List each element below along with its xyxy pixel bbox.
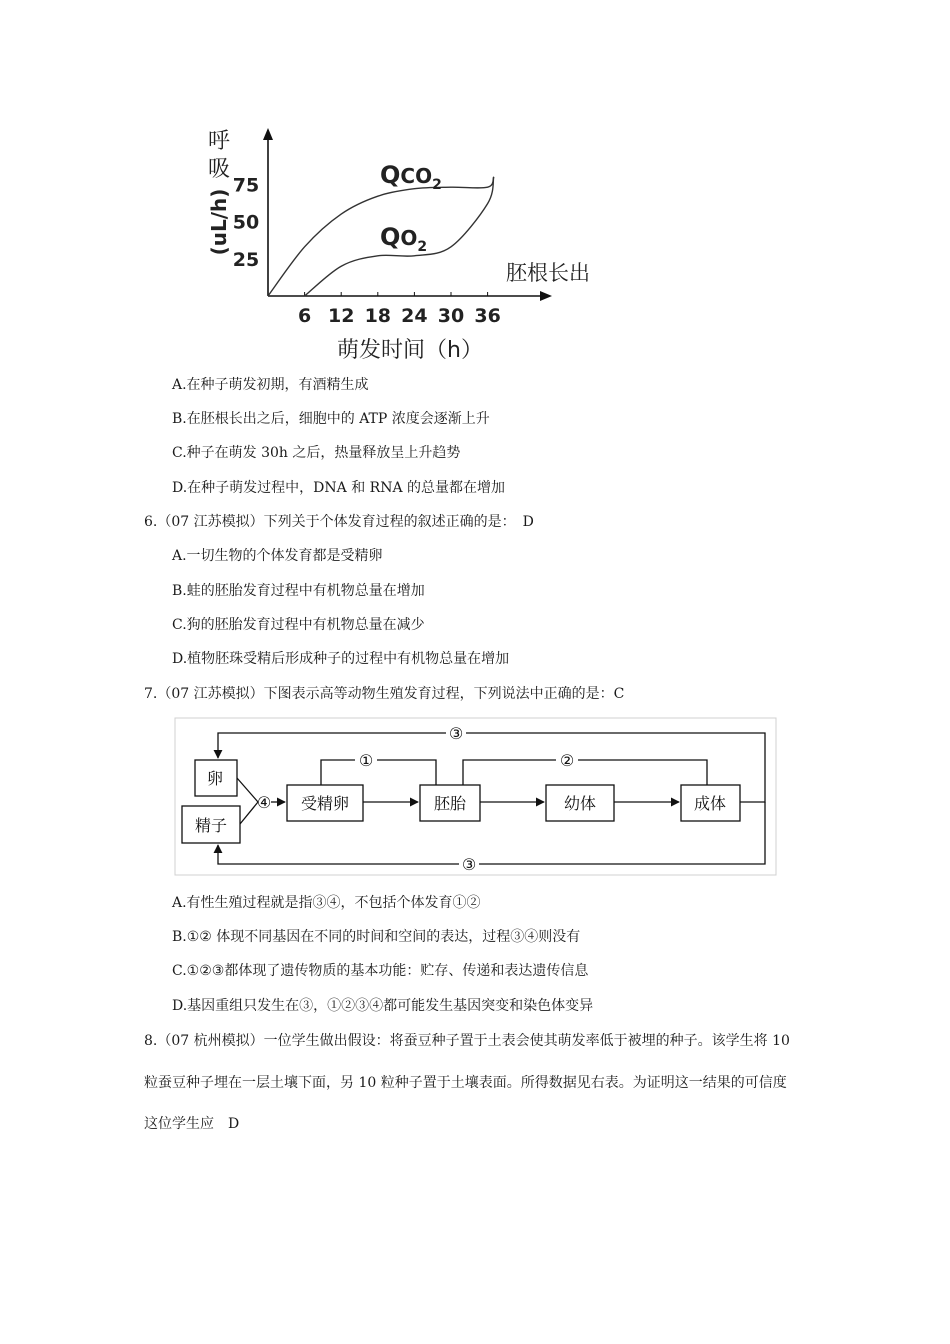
process-3-bottom-label: ③ bbox=[461, 855, 477, 874]
q5-option-d: D.在种子萌发过程中，DNA 和 RNA 的总量都在增加 bbox=[172, 480, 506, 496]
x-tick-label: 18 bbox=[364, 305, 392, 327]
q5-option-b: B.在胚根长出之后，细胞中的 ATP 浓度会逐渐上升 bbox=[172, 411, 490, 427]
x-tick-label: 12 bbox=[327, 305, 355, 327]
q7-option-b: B.①② 体现不同基因在不同的时间和空间的表达，过程③④则没有 bbox=[172, 929, 581, 945]
x-axis-label: 萌发时间（h） bbox=[337, 338, 483, 363]
series-label-qco2: $QCO_2$ bbox=[380, 161, 442, 193]
x-tick-label: 30 bbox=[437, 305, 465, 327]
y-axis-arrow bbox=[263, 128, 273, 140]
y-axis-unit: (uL/h) bbox=[207, 188, 231, 256]
q8-line-3: 这位学生应 D bbox=[144, 1116, 240, 1132]
x-tick-label: 36 bbox=[474, 305, 501, 327]
q7-stem: 7.（07 江苏模拟）下图表示高等动物生殖发育过程，下列说法中正确的是：C bbox=[144, 686, 625, 702]
x-tick-label: 24 bbox=[401, 305, 428, 327]
reproduction-diagram bbox=[0, 712, 950, 882]
q8-line-1: 8.（07 杭州模拟）一位学生做出假设：将蚕豆种子置于土表会使其萌发率低于被埋的种子。该学生将 10 bbox=[144, 1033, 790, 1049]
q6-option-a: A.一切生物的个体发育都是受精卵 bbox=[172, 548, 383, 564]
y-tick-label: 75 bbox=[232, 174, 260, 197]
q8-line-2: 粒蚕豆种子埋在一层土壤下面，另 10 粒种子置于土壤表面。所得数据见右表。为证明这一结果的可信度 bbox=[144, 1075, 787, 1091]
q6-stem: 6.（07 江苏模拟）下列关于个体发育过程的叙述正确的是： D bbox=[144, 514, 534, 530]
process-4-label: ④ bbox=[256, 793, 272, 812]
process-2-label: ② bbox=[559, 751, 575, 770]
juvenile-label: 幼体 bbox=[563, 794, 597, 813]
q7-option-c: C.①②③都体现了遗传物质的基本功能：贮存、传递和表达遗传信息 bbox=[172, 963, 589, 979]
radicle-annotation: 胚根长出 bbox=[506, 261, 590, 285]
zygote-label: 受精卵 bbox=[300, 794, 350, 813]
y-axis-label-char: 呼 bbox=[207, 129, 231, 154]
embryo-label: 胚胎 bbox=[433, 794, 467, 813]
q6-option-b: B.蛙的胚胎发育过程中有机物总量在增加 bbox=[172, 583, 425, 599]
q6-option-c: C.狗的胚胎发育过程中有机物总量在减少 bbox=[172, 617, 425, 633]
sperm-label: 精子 bbox=[194, 816, 228, 835]
process-3-top-label: ③ bbox=[448, 724, 464, 743]
q5-option-a: A.在种子萌发初期，有酒精生成 bbox=[172, 377, 369, 393]
process-1-label: ① bbox=[358, 751, 374, 770]
series-label-qo2: $QO_2$ bbox=[380, 223, 428, 255]
adult-label: 成体 bbox=[693, 794, 727, 813]
y-tick-label: 50 bbox=[232, 211, 260, 234]
x-axis-arrow bbox=[540, 291, 552, 301]
q6-option-d: D.植物胚珠受精后形成种子的过程中有机物总量在增加 bbox=[172, 651, 510, 667]
egg-label: 卵 bbox=[206, 769, 224, 788]
q7-option-d: D.基因重组只发生在③，①②③④都可能发生基因突变和染色体变异 bbox=[172, 998, 594, 1014]
y-tick-label: 25 bbox=[232, 248, 260, 271]
respiration-chart bbox=[0, 0, 950, 380]
y-axis-label-char: 吸 bbox=[207, 157, 231, 182]
q5-option-c: C.种子在萌发 30h 之后，热量释放呈上升趋势 bbox=[172, 445, 461, 461]
q7-option-a: A.有性生殖过程就是指③④，不包括个体发育①② bbox=[172, 895, 481, 911]
x-tick-label: 6 bbox=[297, 305, 312, 327]
